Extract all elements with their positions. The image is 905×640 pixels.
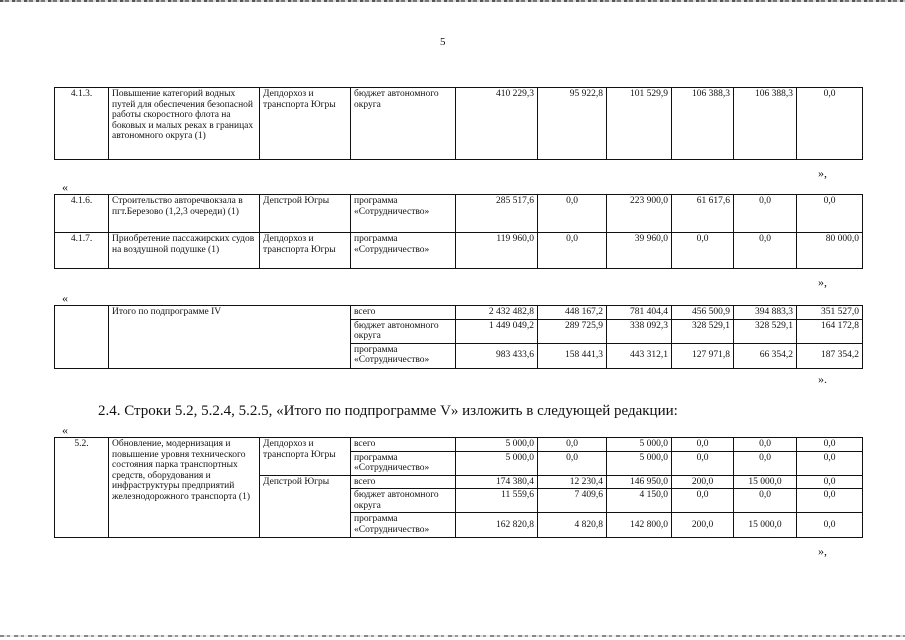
table-row-5-2 [54, 437, 863, 538]
page-number: 5 [440, 36, 446, 48]
funding-source: бюджет автономного округа [351, 88, 456, 160]
value-year-4: 106 388,3 [734, 88, 797, 160]
value-year-5: 164 172,8 [797, 319, 863, 343]
value-total: 174 380,4 [456, 475, 538, 489]
executor: Депстрой Югры [260, 195, 351, 233]
value-total: 119 960,0 [456, 233, 538, 269]
table-row [55, 438, 863, 452]
value-total: 2 432 482,8 [456, 306, 538, 320]
table-rows-4-1-6-4-1-7 [54, 194, 863, 269]
measure-name: Обновление, модернизация и повышение уровня технического состояния парка транспортных средств, оборудования и инфраструктуры предприятий железнодорожного транспорта (1) [109, 438, 260, 538]
value-year-5: 187 354,2 [797, 343, 863, 368]
value-year-1: 0,0 [538, 195, 607, 233]
value-year-4: 0,0 [734, 233, 797, 269]
value-year-4: 328 529,1 [734, 319, 797, 343]
funding-source: всего [351, 306, 456, 320]
measure-name: Строительство автоpечвокзала в пгт.Березово (1,2,3 очереди) (1) [109, 195, 260, 233]
executor: Депдорхоз и транспорта Югры [260, 438, 351, 476]
value-year-2: 146 950,0 [607, 475, 672, 489]
funding-source: программа «Сотрудничество» [351, 195, 456, 233]
value-year-3: 127 971,8 [672, 343, 734, 368]
opening-quote: « [62, 180, 68, 194]
measure-name: Повышение категорий водных путей для обеспечения безопасной работы скоростного флота на боковых и малых реках в границах автономного округа (1) [109, 88, 260, 160]
value-year-1: 95 922,8 [538, 88, 607, 160]
empty-cell [55, 306, 109, 369]
closing-quote: ». [818, 372, 827, 386]
value-year-1: 12 230,4 [538, 475, 607, 489]
scan-edge-top [0, 0, 905, 2]
table-row [55, 88, 863, 160]
value-year-2: 101 529,9 [607, 88, 672, 160]
total-label: Итого по подпрограмме IV [109, 306, 351, 369]
value-year-3: 0,0 [672, 451, 734, 475]
value-year-1: 0,0 [538, 451, 607, 475]
value-total: 410 229,3 [456, 88, 538, 160]
table-row [55, 233, 863, 269]
value-year-2: 223 900,0 [607, 195, 672, 233]
funding-source: программа «Сотрудничество» [351, 451, 456, 475]
funding-source: программа «Сотрудничество» [351, 513, 456, 538]
value-year-5: 0,0 [797, 475, 863, 489]
value-year-1: 7 409,6 [538, 489, 607, 513]
funding-source: программа «Сотрудничество» [351, 343, 456, 368]
closing-quote: », [818, 275, 827, 289]
value-year-4: 394 883,3 [734, 306, 797, 320]
closing-quote: », [818, 544, 827, 558]
funding-source: программа «Сотрудничество» [351, 233, 456, 269]
funding-source: всего [351, 438, 456, 452]
executor: Депстрой Югры [260, 475, 351, 538]
value-year-3: 0,0 [672, 233, 734, 269]
value-year-3: 61 617,6 [672, 195, 734, 233]
value-total: 285 517,6 [456, 195, 538, 233]
value-year-5: 0,0 [797, 88, 863, 160]
value-year-3: 0,0 [672, 489, 734, 513]
value-year-4: 0,0 [734, 438, 797, 452]
value-year-2: 338 092,3 [607, 319, 672, 343]
value-year-3: 456 500,9 [672, 306, 734, 320]
row-number: 5.2. [55, 438, 109, 538]
value-year-2: 4 150,0 [607, 489, 672, 513]
opening-quote: « [62, 423, 68, 437]
value-total: 11 559,6 [456, 489, 538, 513]
value-year-2: 5 000,0 [607, 451, 672, 475]
funding-source: бюджет автономного округа [351, 319, 456, 343]
value-year-4: 0,0 [734, 451, 797, 475]
row-number: 4.1.7. [55, 233, 109, 269]
value-year-1: 0,0 [538, 233, 607, 269]
value-year-2: 5 000,0 [607, 438, 672, 452]
scan-edge-bottom [0, 635, 905, 637]
opening-quote: « [62, 291, 68, 305]
value-year-2: 142 800,0 [607, 513, 672, 538]
table-total-subprogramme-iv [54, 305, 863, 369]
value-year-5: 0,0 [797, 438, 863, 452]
value-total: 5 000,0 [456, 451, 538, 475]
value-year-3: 328 529,1 [672, 319, 734, 343]
value-year-5: 80 000,0 [797, 233, 863, 269]
value-year-2: 781 404,4 [607, 306, 672, 320]
value-total: 1 449 049,2 [456, 319, 538, 343]
value-year-2: 39 960,0 [607, 233, 672, 269]
executor: Депдорхоз и транспорта Югры [260, 233, 351, 269]
table-row-4-1-3 [54, 87, 863, 160]
executor: Депдорхоз и транспорта Югры [260, 88, 351, 160]
value-year-5: 0,0 [797, 195, 863, 233]
table-row [55, 195, 863, 233]
value-total: 983 433,6 [456, 343, 538, 368]
measure-name: Приобретение пассажирских судов на воздушной подушке (1) [109, 233, 260, 269]
value-year-4: 15 000,0 [734, 513, 797, 538]
row-number: 4.1.3. [55, 88, 109, 160]
funding-source: всего [351, 475, 456, 489]
value-year-3: 106 388,3 [672, 88, 734, 160]
value-year-5: 351 527,0 [797, 306, 863, 320]
value-year-4: 66 354,2 [734, 343, 797, 368]
value-year-1: 448 167,2 [538, 306, 607, 320]
funding-source: бюджет автономного округа [351, 489, 456, 513]
value-year-5: 0,0 [797, 489, 863, 513]
value-year-3: 200,0 [672, 475, 734, 489]
value-year-3: 0,0 [672, 438, 734, 452]
value-year-4: 0,0 [734, 489, 797, 513]
value-year-5: 0,0 [797, 513, 863, 538]
value-year-1: 158 441,3 [538, 343, 607, 368]
amendment-heading: 2.4. Строки 5.2, 5.2.4, 5.2.5, «Итого по подпрограмме V» изложить в следующей редакции: [98, 403, 678, 419]
value-year-1: 4 820,8 [538, 513, 607, 538]
value-year-2: 443 312,1 [607, 343, 672, 368]
row-number: 4.1.6. [55, 195, 109, 233]
value-total: 162 820,8 [456, 513, 538, 538]
value-total: 5 000,0 [456, 438, 538, 452]
closing-quote: », [818, 166, 827, 180]
value-year-4: 0,0 [734, 195, 797, 233]
value-year-3: 200,0 [672, 513, 734, 538]
value-year-1: 289 725,9 [538, 319, 607, 343]
value-year-5: 0,0 [797, 451, 863, 475]
value-year-1: 0,0 [538, 438, 607, 452]
table-row [55, 306, 863, 320]
value-year-4: 15 000,0 [734, 475, 797, 489]
